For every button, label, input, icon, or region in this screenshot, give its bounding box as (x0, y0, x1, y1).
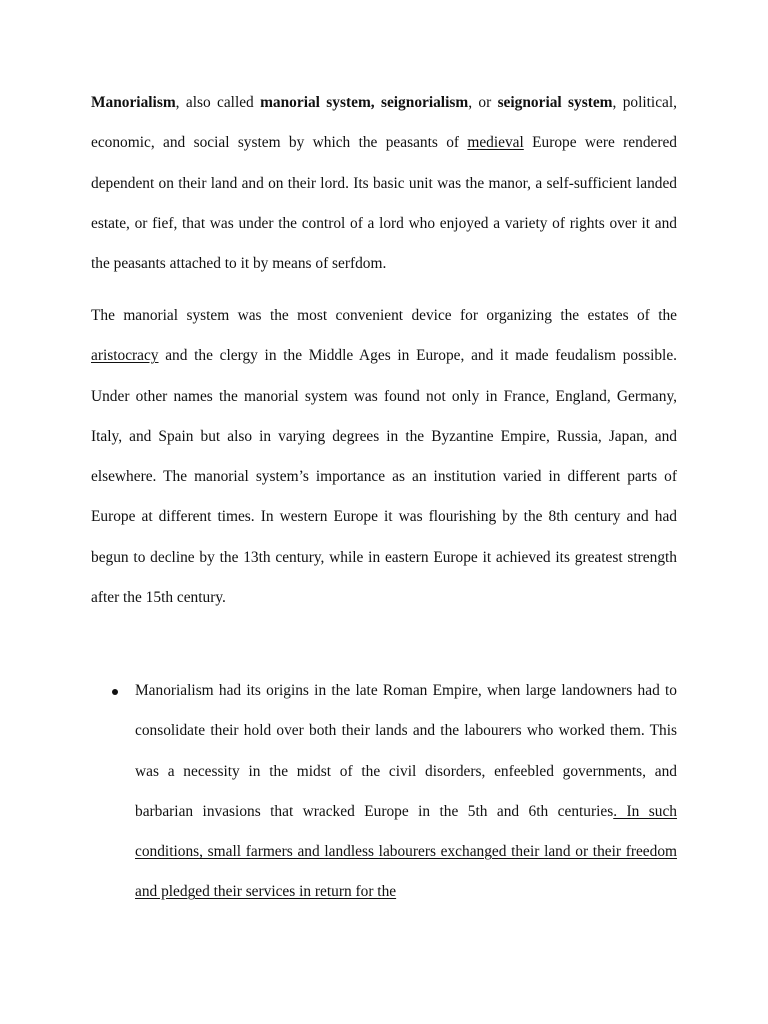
bullet-list-item (135, 671, 677, 913)
term-manorialism: Manorialism (91, 94, 176, 111)
text-segment: Manorialism had its origins in the late Roman Empire, when large landowners had to consolidate their hold over both their lands and the labourers who worked them. This was a necessity in the midst of the civil disorders, enfeebled governments, and barbarian invasions that wracked Europe in the 5th and 6th centuries (135, 682, 677, 820)
text-segment: Europe were rendered dependent on their land and on their lord. Its basic unit was the manor, a self-sufficient landed estate, or fief, that was under the control of a lord who enjoyed a variety of rights over it and the peasants attached to it by means of serfdom. (91, 134, 677, 273)
underlined-passage: . In such conditions, small farmers and landless labourers exchanged their land or their freedom and pledged their services in return for the (135, 802, 677, 901)
text-segment: , also called (175, 94, 261, 111)
text-segment: , political, economic, and social system by which the peasants of (91, 94, 677, 152)
text-segment: The manorial system was the most convenient device for organizing the estates of the (91, 307, 677, 324)
bullet-icon (112, 689, 118, 695)
paragraph-manorial-system-history (91, 296, 677, 618)
paragraph-manorialism-definition (91, 83, 677, 284)
text-segment: and the clergy in the Middle Ages in Europe, and it made feudalism possible. Under other names the manorial system was found not only in France, England, Germany, Italy, and Spain but also in varying degrees in the Byzantine Empire, Russia, Japan, and elsewhere. The manorial system’s importance as an institution varied in different parts of Europe at different times. In western Europe it was flourishing by the 8th century and had begun to decline by the 13th century, while in eastern Europe it achieved its greatest strength after the 15th century. (91, 347, 677, 607)
link-aristocracy[interactable]: aristocracy (91, 347, 159, 365)
term-seignorial-system: seignorial system (497, 94, 613, 111)
text-segment: , or (468, 94, 498, 111)
link-medieval[interactable]: medieval (467, 134, 524, 152)
term-manorial-system-seignorialism: manorial system, seignorialism (260, 94, 469, 111)
